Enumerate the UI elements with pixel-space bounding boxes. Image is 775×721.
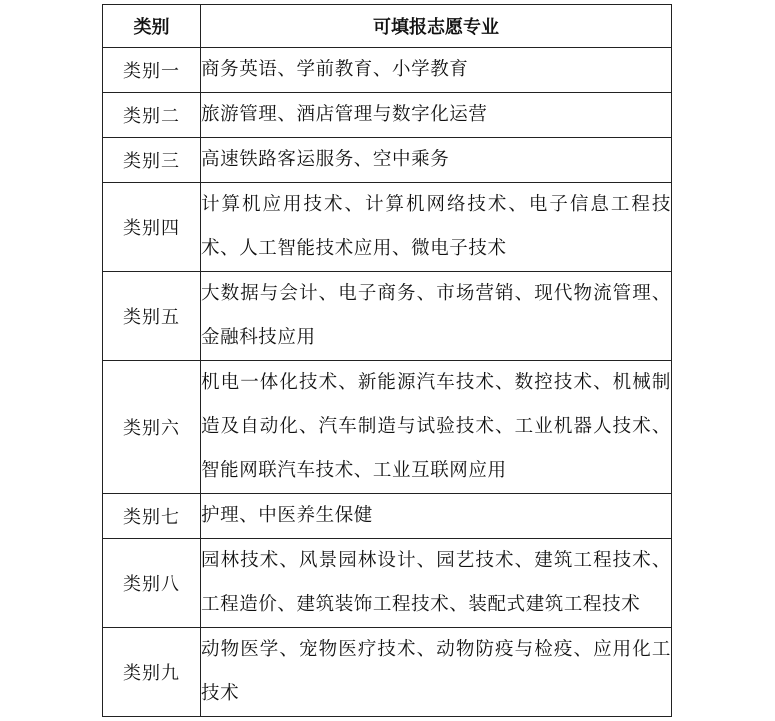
table-row bbox=[103, 272, 672, 361]
majors-cell: 计算机应用技术、计算机网络技术、电子信息工程技术、人工智能技术应用、微电子技术 bbox=[201, 183, 672, 272]
header-category: 类别 bbox=[103, 5, 201, 48]
category-cell: 类别一 bbox=[103, 48, 201, 93]
table-row bbox=[103, 93, 672, 138]
majors-cell: 机电一体化技术、新能源汽车技术、数控技术、机械制造及自动化、汽车制造与试验技术、工业机器人技术、智能网联汽车技术、工业互联网应用 bbox=[201, 361, 672, 494]
category-cell: 类别二 bbox=[103, 93, 201, 138]
table-header-row bbox=[103, 5, 672, 48]
table-row bbox=[103, 539, 672, 628]
majors-cell: 大数据与会计、电子商务、市场营销、现代物流管理、金融科技应用 bbox=[201, 272, 672, 361]
category-cell: 类别六 bbox=[103, 361, 201, 494]
majors-table bbox=[102, 4, 672, 717]
category-cell: 类别八 bbox=[103, 539, 201, 628]
majors-cell: 护理、中医养生保健 bbox=[201, 494, 672, 539]
majors-cell: 园林技术、风景园林设计、园艺技术、建筑工程技术、工程造价、建筑装饰工程技术、装配式建筑工程技术 bbox=[201, 539, 672, 628]
table-row bbox=[103, 138, 672, 183]
majors-cell: 动物医学、宠物医疗技术、动物防疫与检疫、应用化工技术 bbox=[201, 628, 672, 717]
majors-cell: 旅游管理、酒店管理与数字化运营 bbox=[201, 93, 672, 138]
category-cell: 类别三 bbox=[103, 138, 201, 183]
table-row bbox=[103, 48, 672, 93]
table-row bbox=[103, 494, 672, 539]
majors-cell: 高速铁路客运服务、空中乘务 bbox=[201, 138, 672, 183]
category-cell: 类别五 bbox=[103, 272, 201, 361]
category-cell: 类别四 bbox=[103, 183, 201, 272]
table-row bbox=[103, 183, 672, 272]
table-row bbox=[103, 628, 672, 717]
category-cell: 类别九 bbox=[103, 628, 201, 717]
majors-cell: 商务英语、学前教育、小学教育 bbox=[201, 48, 672, 93]
table-row bbox=[103, 361, 672, 494]
category-cell: 类别七 bbox=[103, 494, 201, 539]
header-majors: 可填报志愿专业 bbox=[201, 5, 672, 48]
